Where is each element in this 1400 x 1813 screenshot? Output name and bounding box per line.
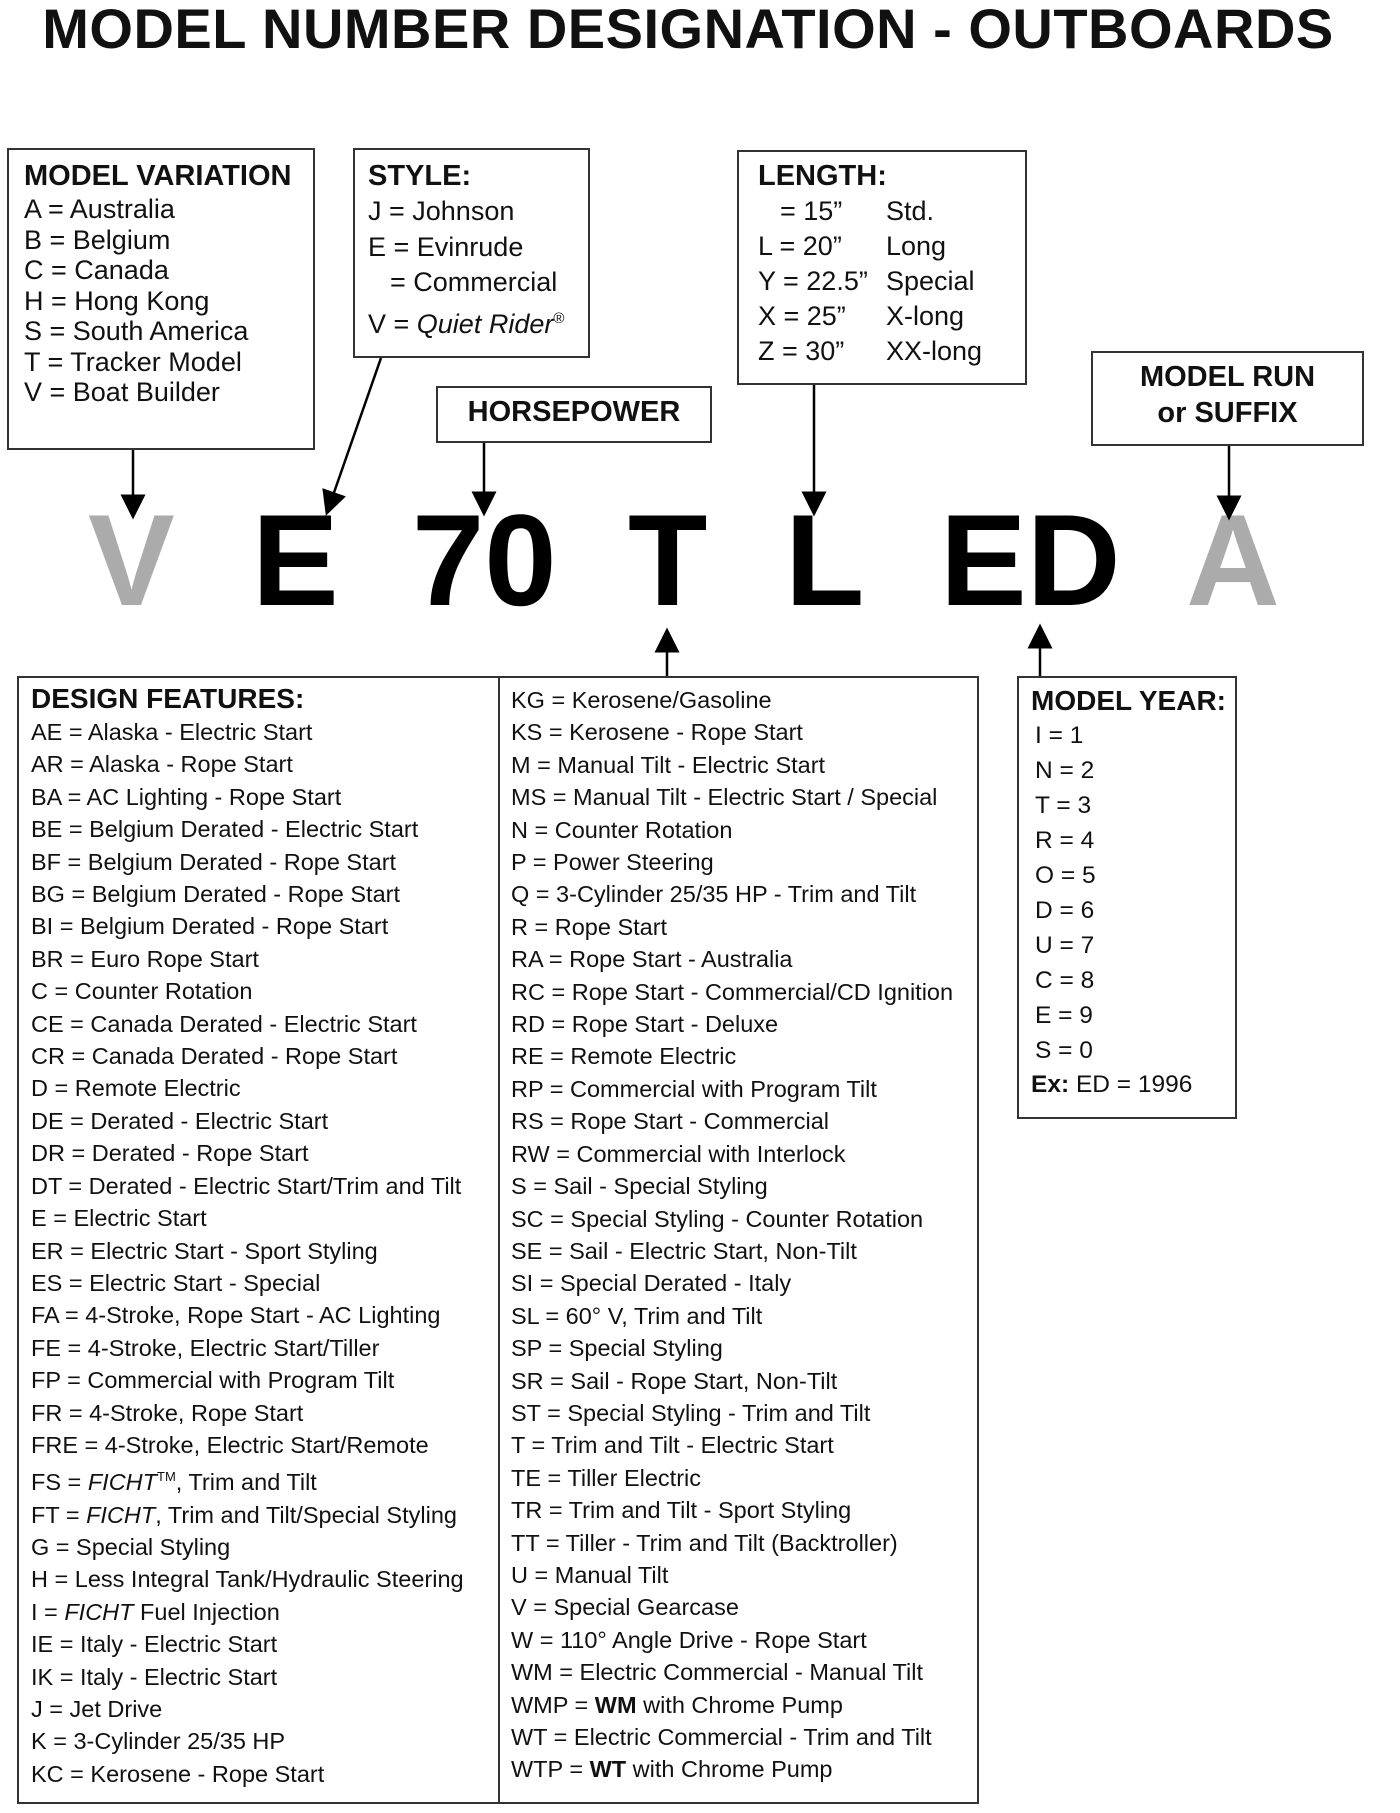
model-year-item: T = 3 xyxy=(1035,792,1092,819)
wtp-bold: WT xyxy=(589,1756,627,1783)
length-title: LENGTH: xyxy=(758,160,887,192)
length-code: L = 20” xyxy=(758,231,842,261)
i-ficht: FICHT xyxy=(64,1598,134,1625)
feature-item: TE = Tiller Electric xyxy=(511,1464,701,1491)
model-run-line1: MODEL RUN xyxy=(1139,361,1316,393)
feature-item: BR = Euro Rope Start xyxy=(31,945,259,972)
example-value: ED = 1996 xyxy=(1069,1071,1193,1098)
model-year-item: D = 6 xyxy=(1035,897,1095,924)
feature-item: SR = Sail - Rope Start, Non-Tilt xyxy=(511,1367,838,1394)
feature-item-wmp xyxy=(511,1689,977,1721)
example-label: Ex: xyxy=(1031,1071,1070,1098)
feature-item: D = Remote Electric xyxy=(31,1075,241,1102)
feature-item: G = Special Styling xyxy=(31,1533,231,1560)
ft-rest: , Trim and Tilt/Special Styling xyxy=(155,1501,457,1528)
trademark-mark: TM xyxy=(157,1469,176,1485)
length-label: Special xyxy=(886,266,975,296)
feature-item: BI = Belgium Derated - Rope Start xyxy=(31,913,389,940)
feature-item: FA = 4-Stroke, Rope Start - AC Lighting xyxy=(31,1302,441,1329)
length-label: X-long xyxy=(886,301,965,331)
model-variation-item: B = Belgium xyxy=(24,224,171,255)
feature-item: CE = Canada Derated - Electric Start xyxy=(31,1010,417,1037)
feature-item: AE = Alaska - Electric Start xyxy=(31,719,313,745)
feature-item: IE = Italy - Electric Start xyxy=(31,1631,278,1658)
feature-item: DT = Derated - Electric Start/Trim and Tilt xyxy=(31,1172,462,1199)
feature-item: SP = Special Styling xyxy=(511,1335,723,1362)
model-year-title: MODEL YEAR: xyxy=(1031,685,1226,716)
feature-item-wtp xyxy=(511,1753,977,1785)
feature-item: H = Less Integral Tank/Hydraulic Steering xyxy=(31,1566,464,1593)
arrow-style xyxy=(330,358,381,504)
model-year-item: C = 8 xyxy=(1035,967,1095,994)
feature-item: SI = Special Derated - Italy xyxy=(511,1270,792,1297)
i-prefix: I = xyxy=(31,1598,65,1625)
length-label: Std. xyxy=(886,196,935,226)
feature-item-ft xyxy=(31,1499,498,1531)
feature-item: FRE = 4-Stroke, Electric Start/Remote xyxy=(31,1431,429,1458)
design-features-list-2 xyxy=(511,684,977,1689)
code-style: E xyxy=(252,487,339,633)
length-code: = 15” xyxy=(780,196,843,226)
design-features-list-1b xyxy=(31,1531,498,1596)
model-variation-item: V = Boat Builder xyxy=(24,377,220,407)
length-code: Y = 22.5” xyxy=(758,266,868,296)
code-feature: T xyxy=(628,487,708,633)
feature-item: FR = 4-Stroke, Rope Start xyxy=(31,1399,304,1426)
wtp-rest: with Chrome Pump xyxy=(626,1756,833,1783)
feature-item: DR = Derated - Rope Start xyxy=(31,1140,309,1167)
feature-item: DE = Derated - Electric Start xyxy=(31,1107,329,1134)
style-item: J = Johnson xyxy=(368,196,515,226)
feature-item: ST = Special Styling - Trim and Tilt xyxy=(511,1399,871,1426)
design-features-title: DESIGN FEATURES: xyxy=(31,683,305,714)
model-year-item: E = 9 xyxy=(1035,1002,1093,1029)
feature-item: RA = Rope Start - Australia xyxy=(511,946,793,973)
i-rest: Fuel Injection xyxy=(133,1598,280,1625)
registered-mark: ® xyxy=(553,309,565,327)
feature-item: KG = Kerosene/Gasoline xyxy=(511,687,772,713)
model-year-item: N = 2 xyxy=(1035,757,1095,784)
feature-item: ER = Electric Start - Sport Styling xyxy=(31,1237,378,1264)
code-variation: V xyxy=(88,487,175,633)
feature-item: RD = Rope Start - Deluxe xyxy=(511,1011,779,1038)
quiet-rider-prefix: V = xyxy=(368,308,417,339)
feature-item-fs xyxy=(31,1461,498,1498)
design-features-list-2b xyxy=(511,1721,977,1753)
model-variation-item: A = Australia xyxy=(24,194,175,224)
design-features-box xyxy=(17,676,500,1804)
model-year-item: S = 0 xyxy=(1035,1037,1093,1064)
model-year-list xyxy=(1031,718,1235,1068)
style-item: E = Evinrude xyxy=(368,231,524,262)
code-length: L xyxy=(785,487,865,633)
feature-item: SE = Sail - Electric Start, Non-Tilt xyxy=(511,1237,857,1264)
feature-item: TR = Trim and Tilt - Sport Styling xyxy=(511,1497,852,1524)
feature-item: K = 3-Cylinder 25/35 HP xyxy=(31,1728,286,1755)
model-run-line2: or SUFFIX xyxy=(1157,397,1298,429)
fs-rest: , Trim and Tilt xyxy=(175,1469,317,1496)
feature-item: WT = Electric Commercial - Trim and Tilt xyxy=(511,1724,932,1750)
model-variation-item: T = Tracker Model xyxy=(24,346,242,377)
feature-item: Q = 3-Cylinder 25/35 HP - Trim and Tilt xyxy=(511,881,917,908)
code-horsepower: 70 xyxy=(412,487,557,633)
feature-item: RW = Commercial with Interlock xyxy=(511,1140,846,1167)
wmp-rest: with Chrome Pump xyxy=(636,1691,843,1718)
feature-item: TT = Tiller - Trim and Tilt (Backtroller) xyxy=(511,1529,898,1556)
feature-item: CR = Canada Derated - Rope Start xyxy=(31,1043,398,1070)
feature-item: BE = Belgium Derated - Electric Start xyxy=(31,816,419,843)
feature-item: SC = Special Styling - Counter Rotation xyxy=(511,1205,924,1232)
feature-item: FE = 4-Stroke, Electric Start/Tiller xyxy=(31,1334,380,1361)
fs-ficht: FICHT xyxy=(87,1469,157,1496)
feature-item: WM = Electric Commercial - Manual Tilt xyxy=(511,1659,923,1686)
feature-item: E = Electric Start xyxy=(31,1205,207,1232)
horsepower-title: HORSEPOWER xyxy=(467,396,681,428)
feature-item: W = 110° Angle Drive - Rope Start xyxy=(511,1626,867,1653)
feature-item-i xyxy=(31,1596,498,1628)
wtp-code: WTP = xyxy=(511,1756,590,1783)
model-variation-item: C = Canada xyxy=(24,255,169,285)
feature-item: M = Manual Tilt - Electric Start xyxy=(511,751,826,778)
feature-item: SL = 60° V, Trim and Tilt xyxy=(511,1302,763,1329)
model-variation-item: S = South America xyxy=(24,316,249,346)
feature-item: AR = Alaska - Rope Start xyxy=(31,751,293,778)
length-code: Z = 30” xyxy=(758,336,845,366)
ft-ficht: FICHT xyxy=(86,1501,156,1528)
feature-item: BF = Belgium Derated - Rope Start xyxy=(31,848,397,875)
page-title: MODEL NUMBER DESIGNATION - OUTBOARDS xyxy=(42,0,1334,60)
code-year: ED xyxy=(940,487,1121,633)
design-features-box-2 xyxy=(498,676,979,1804)
wmp-bold: WM xyxy=(594,1691,637,1718)
model-variation-item: H = Hong Kong xyxy=(24,285,210,316)
feature-item: S = Sail - Special Styling xyxy=(511,1173,768,1200)
feature-item: RS = Rope Start - Commercial xyxy=(511,1108,829,1135)
design-features-list-1c xyxy=(31,1628,498,1790)
model-year-item: I = 1 xyxy=(1035,722,1084,749)
length-label: Long xyxy=(886,231,947,261)
feature-item: V = Special Gearcase xyxy=(511,1594,739,1621)
model-year-item: O = 5 xyxy=(1035,862,1096,889)
feature-item: P = Power Steering xyxy=(511,849,714,876)
model-year-item: U = 7 xyxy=(1035,932,1095,959)
length-code: X = 25” xyxy=(758,301,846,331)
feature-item: KS = Kerosene - Rope Start xyxy=(511,719,803,746)
feature-item: N = Counter Rotation xyxy=(511,816,733,843)
feature-item: IK = Italy - Electric Start xyxy=(31,1663,278,1690)
feature-item: RE = Remote Electric xyxy=(511,1043,737,1070)
feature-item: T = Trim and Tilt - Electric Start xyxy=(511,1432,834,1459)
feature-item: ES = Electric Start - Special xyxy=(31,1269,321,1296)
feature-item: J = Jet Drive xyxy=(31,1696,163,1723)
feature-item: MS = Manual Tilt - Electric Start / Special xyxy=(511,784,938,811)
fs-prefix: FS = xyxy=(31,1469,88,1496)
model-year-box xyxy=(1017,676,1237,1119)
feature-item: KC = Kerosene - Rope Start xyxy=(31,1760,325,1787)
model-year-item: R = 4 xyxy=(1035,827,1095,854)
style-item: = Commercial xyxy=(390,267,558,297)
feature-item: BA = AC Lighting - Rope Start xyxy=(31,783,342,810)
model-variation-title: MODEL VARIATION xyxy=(24,160,292,192)
feature-item: C = Counter Rotation xyxy=(31,978,253,1005)
quiet-rider-name: Quiet Rider xyxy=(416,308,554,339)
code-suffix: A xyxy=(1186,487,1280,633)
feature-item: BG = Belgium Derated - Rope Start xyxy=(31,881,400,908)
length-label: XX-long xyxy=(886,336,983,366)
feature-item: U = Manual Tilt xyxy=(511,1561,669,1588)
wmp-code: WMP = xyxy=(511,1691,595,1718)
design-features-list-1 xyxy=(31,716,498,1461)
style-title: STYLE: xyxy=(368,160,472,192)
feature-item: RC = Rope Start - Commercial/CD Ignition xyxy=(511,978,954,1005)
feature-item: FP = Commercial with Program Tilt xyxy=(31,1367,395,1394)
feature-item: R = Rope Start xyxy=(511,913,668,940)
feature-item: RP = Commercial with Program Tilt xyxy=(511,1075,877,1102)
model-year-example xyxy=(1031,1068,1235,1102)
ft-prefix: FT = xyxy=(31,1501,87,1528)
